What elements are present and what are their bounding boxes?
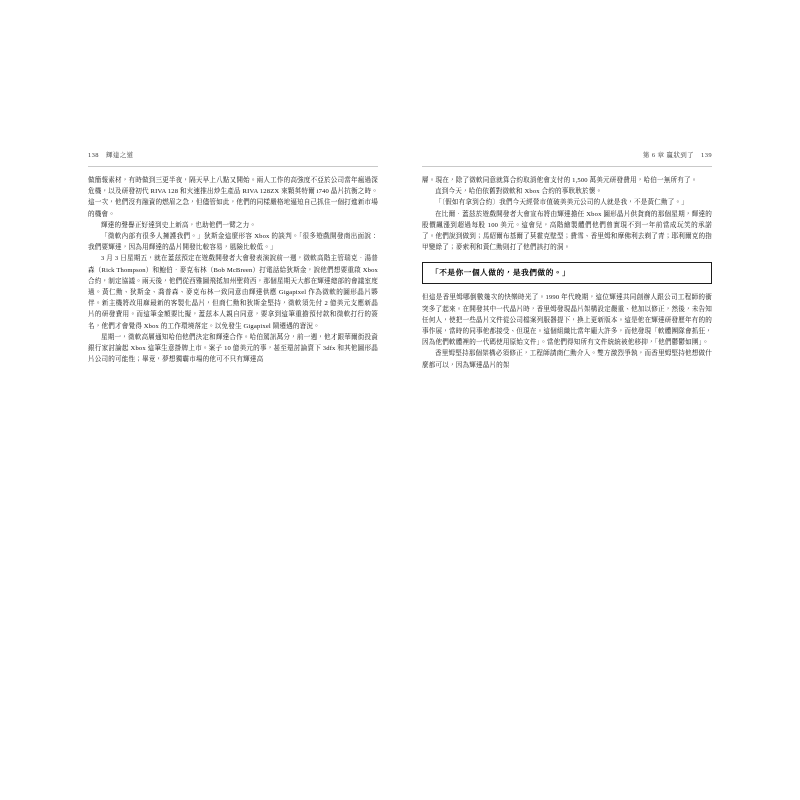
- paragraph: 3 月 3 日星期五，就在蓋茲預定在遊戲開發者大會發表演說前一週，微軟高階主管瑞克．湯普森（Rick Thompson）和鮑伯．麥克布林（Bob McBreen）打電話給狄斯金，說他們想要重啟 Xbox 合約，制定協議。兩天後，他們從西雅圖飛抵加州聖荷西，那個星期天大都在輝達總部的會議室度過。黃仁勳、狄斯金、喬普森、麥克布林一致同意由輝達供應 Gigapixel 作為微軟的圖形晶片夥伴。新主機將改用麻最新的客製化晶片，但商仁勳和狄斯金堅持，微軟須先付 2 億美元支應新晶片的研發費用。而這筆金額要比擬，蓋茲本人親自同意，要拿到這筆重擔預付款和微軟打行的簽名，他們才會覺得 Xbox 的工作環境落定。以免發生 Gigapixel 鬧遷遇的窘況。: [88, 255, 378, 330]
- paragraph: 做簡報素材，有時做到三更半夜，隔天早上八點又開始。兩人工作的高強度不亞於公司當年瘋過深危機，以及研發初代 RIVA 128 和火速推出炒生產品 RIVA 128ZX 來顆英特爾 i740 晶片抗衡之時。這一次，他們沒有融資的燃眉之急，但儘管如此，他們的同樣嚴格地逼迫自己抓住一個打進新市場的機會。: [88, 177, 378, 218]
- paragraph: 「〔假如有拿到合約〕我們今天經營市值破美美元公司的人就是我，不是黃仁勳了。」: [435, 199, 688, 207]
- paragraph: 「微軟內部有很多人擁護我們。」狄斯金這麼形容 Xbox 的談判。「很多遊戲開發商出面說：我們要輝達，因為用輝達的晶片開發比較容易，風險比較低。」: [88, 233, 378, 252]
- right-folio: 139: [701, 152, 712, 159]
- right-running-head: [422, 150, 712, 164]
- left-running-head: [88, 150, 378, 164]
- paragraph: 星期一，微軟高層通知哈伯他們決定和輝達合作。哈伯駕訊萬分，前一週，他才跟華爾街投資銀行家討論起 Xbox 這筆生意掛牌上市。案子 10 億美元的事，甚至還討論賣下 3dfx 和其他圖形晶片公司的可能性；畢竟，夢想獨霸市場的他可不只有輝達高: [88, 333, 378, 364]
- left-running-title: 輝達之道: [105, 152, 134, 159]
- section-subheading: 「不是你一個人做的，是我們做的。」: [422, 262, 712, 284]
- paragraph: 在比爾．蓋茲於遊戲開發者大會宣布將由輝達擔任 Xbox 圖形晶片供貨商的那個星期，輝達的股價飆漲到超過每股 100 美元。這會兒，高階繪製體們他們曾實現不到一年前當成玩笑的承諾了。他們說到做到；馬紹爾布基爾了莫霍克壁型；費雪、香里姆和摩佛利去剃了青；耶利爾克的指甲變綠了；麥索利和黃仁勳則打了他們該打的洞。: [422, 210, 712, 252]
- paragraph: 但這是香里姆哪倒數幾次的快樂時光了。1990 年代晚期，這位輝達共同創辦人跟公司工程師的衝突多了起來。在開發其中一代晶片時，香里姆發現晶片架構設定嚴重、他加以修正，然後，未告知任何人，使把一些晶片文件從公司檔案列服器提下，換上更新版本。這是他在輝達研發歷年有的的事作展，當時的同事他都接受、但現在。這個組織比當年龐大許多，而他發現「軟體團隊會抓狂，因為他們軟體裡的一代碼使用原始文件」。當他們得知所有文件統統被他移抑，「他們鬱鬱如團」。: [422, 294, 712, 347]
- right-head-rule: [422, 166, 712, 167]
- book-spread: [60, 150, 740, 650]
- right-body-column: [422, 175, 712, 371]
- paragraph: 香里姆堅持那個架構必須修正，工程師請商仁勳介入。雙方激烈爭執，而香里姆堅持他想做什麼都可以，因為輝達晶片的架: [422, 350, 712, 369]
- right-running-title: 第 6 章 贏狀到了: [642, 152, 695, 159]
- paragraph: 直到今天，哈伯依舊對微軟和 Xbox 合約的事耿耿於懷。: [435, 188, 603, 196]
- left-page: [60, 150, 400, 650]
- paragraph: 輝達的聲譽正好達到史上新高，也助他們一臂之力。: [101, 221, 257, 229]
- paragraph: 層。現在，除了微軟同意就算合約取消他會支付的 1,500 萬美元研發費用，哈伯一無所有了。: [422, 177, 698, 184]
- left-folio: 138: [88, 152, 99, 159]
- left-head-rule: [88, 166, 378, 167]
- left-body-column: [88, 175, 378, 365]
- right-page: [400, 150, 740, 650]
